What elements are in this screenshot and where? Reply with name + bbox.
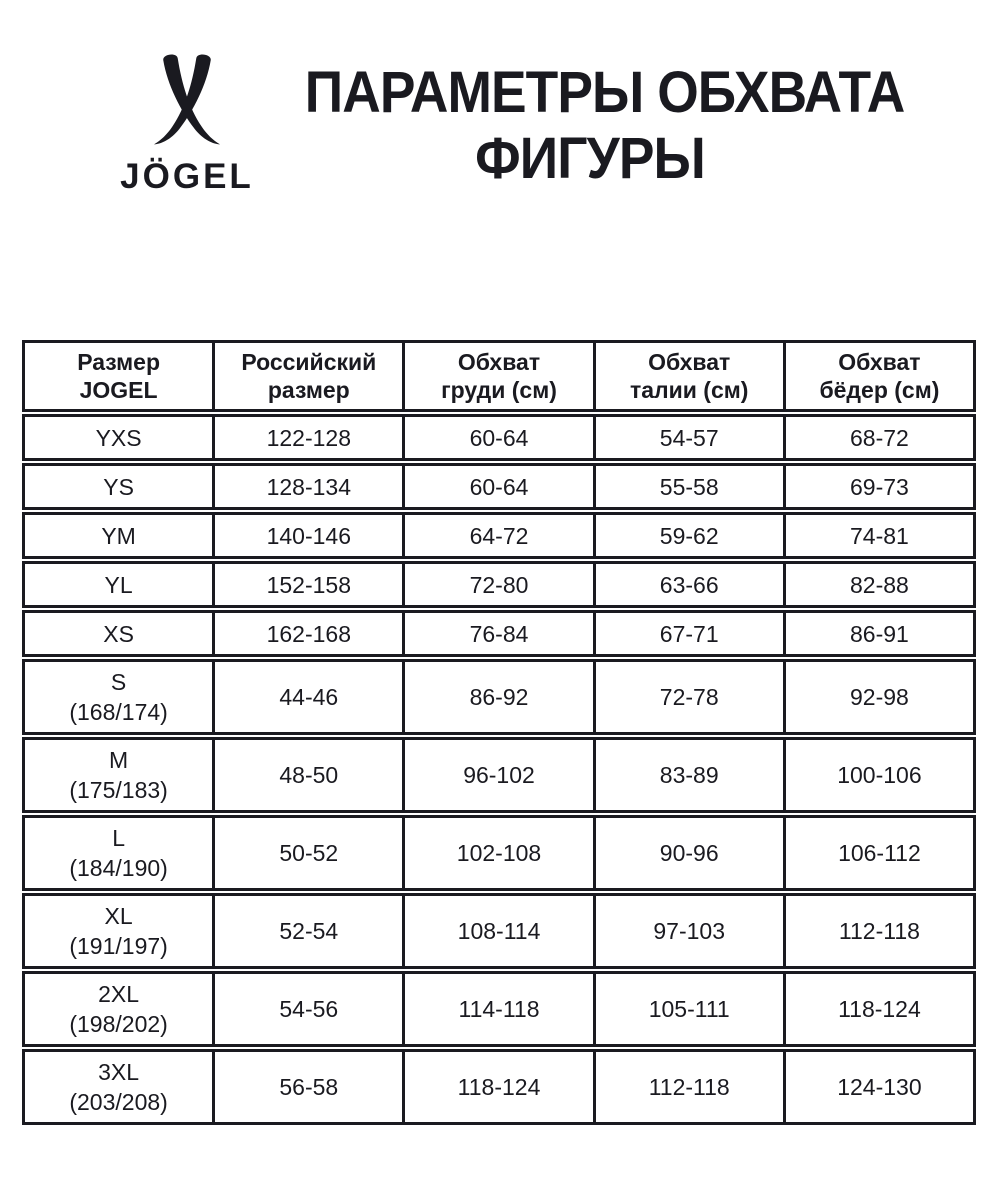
russian_size-cell [212,896,402,966]
hips-cell-text: 68-72 [850,424,909,451]
table-row-3xl [22,1049,976,1125]
chest-cell-text: 72-80 [469,571,529,598]
column-header-russian_size-text: Российский [241,349,377,375]
column-header-size-text: JOGEL [79,377,158,403]
size-cell [25,740,212,810]
chest-cell-text: 108-114 [457,918,541,944]
russian_size-cell-text: 56-58 [279,1074,339,1100]
hips-cell-text: 106-112 [838,840,921,866]
russian_size-cell-text: 52-54 [279,918,339,944]
size-cell [25,1052,212,1122]
hips-cell-text: 92-98 [850,684,909,710]
russian_size-cell-text: 128-134 [266,473,352,500]
waist-cell-text: 59-62 [659,522,719,549]
size-cell [25,613,212,654]
waist-cell-text: 54-57 [659,424,719,451]
hips-cell [783,564,973,605]
waist-cell-text: 97-103 [653,918,726,944]
russian_size-cell-text: 44-46 [279,684,339,710]
size-cell-text: XL [104,903,133,929]
waist-cell [593,613,783,654]
table-row-m [22,737,976,813]
hips-cell-text: 82-88 [850,571,909,598]
jogel-logo [112,52,262,197]
chest-cell [402,818,592,888]
size-cell-text: YS [103,473,134,500]
hips-cell-text: 112-118 [838,918,920,944]
russian_size-cell-text: 140-146 [266,522,352,549]
hips-cell [783,466,973,507]
chest-cell-text: 64-72 [469,522,529,549]
hips-cell-text: 86-91 [850,620,909,647]
chest-cell [402,515,592,556]
size-cell-text: L [112,825,125,851]
waist-cell-text: 83-89 [659,762,719,788]
waist-cell-text: 105-111 [648,996,730,1022]
hips-cell [783,818,973,888]
russian_size-cell-text: 162-168 [266,620,352,647]
waist-cell-text: 55-58 [659,473,719,500]
waist-cell [593,515,783,556]
column-header-waist-text: Обхват [648,349,731,375]
size-cell-text: 3XL [98,1059,140,1085]
waist-cell [593,740,783,810]
hips-cell [783,662,973,732]
hips-cell-text: 100-106 [837,762,922,788]
hips-cell [783,613,973,654]
hips-cell [783,417,973,458]
size-cell-text: S [110,669,127,695]
column-header-chest [402,343,592,409]
hips-cell [783,515,973,556]
column-header-hips-text: Обхват [838,349,921,375]
waist-cell [593,662,783,732]
waist-cell-text: 67-71 [659,620,719,647]
size-cell-text: (168/174) [69,699,168,725]
column-header-russian_size-text: размер [267,377,350,403]
waist-cell-text: 72-78 [659,684,719,710]
column-header-size-text: Размер [77,349,161,375]
hips-cell-text: 118-124 [838,996,921,1022]
table-row-s [22,659,976,735]
size-cell [25,417,212,458]
chest-cell-text: 60-64 [469,424,529,451]
hips-cell-text: 69-73 [850,473,909,500]
jogel-v-mark-icon [135,52,239,150]
column-header-hips-text: бёдер (см) [819,377,940,403]
chest-cell-text: 60-64 [469,473,529,500]
chest-cell [402,417,592,458]
size-cell [25,896,212,966]
table-row-ym [22,512,976,559]
russian_size-cell [212,466,402,507]
size-cell-text: 2XL [98,981,140,1007]
waist-cell [593,818,783,888]
chest-cell-text: 118-124 [457,1074,541,1100]
chest-cell [402,564,592,605]
waist-cell-text: 112-118 [648,1074,730,1100]
waist-cell-text: 63-66 [659,571,719,598]
chest-cell [402,613,592,654]
russian_size-cell [212,564,402,605]
russian_size-cell-text: 50-52 [279,840,339,866]
size-cell [25,974,212,1044]
russian_size-cell-text: 152-158 [266,571,352,598]
size-cell-text: (191/197) [69,933,168,959]
chest-cell-text: 102-108 [456,840,542,866]
size-table [22,340,976,1127]
table-row-xs [22,610,976,657]
column-header-russian_size [212,343,402,409]
hips-cell-text: 74-81 [850,522,909,549]
hips-cell-text: 124-130 [837,1074,922,1100]
column-header-size [25,343,212,409]
waist-cell [593,564,783,605]
chest-cell [402,974,592,1044]
jogel-logo-text: JÖGEL [120,157,254,196]
russian_size-cell [212,613,402,654]
table-row-2xl [22,971,976,1047]
hips-cell [783,974,973,1044]
waist-cell [593,974,783,1044]
size-table-header-row [22,340,976,412]
size-cell [25,818,212,888]
russian_size-cell [212,818,402,888]
russian_size-cell [212,515,402,556]
size-cell-text: (175/183) [69,777,168,803]
chest-cell [402,740,592,810]
column-header-waist [593,343,783,409]
chest-cell-text: 96-102 [463,762,535,788]
page-title [304,60,905,192]
page-title-line1: ПАРАМЕТРЫ ОБХВАТА [304,60,905,125]
chest-cell [402,1052,592,1122]
table-row-yl [22,561,976,608]
size-cell-text: (203/208) [69,1089,168,1115]
table-row-ys [22,463,976,510]
russian_size-cell [212,417,402,458]
russian_size-cell-text: 54-56 [279,996,339,1022]
size-cell [25,564,212,605]
chest-cell [402,466,592,507]
waist-cell [593,1052,783,1122]
chest-cell-text: 86-92 [469,684,529,710]
column-header-chest-text: груди (см) [441,377,557,403]
waist-cell [593,896,783,966]
size-cell-text: XS [103,620,134,647]
waist-cell [593,466,783,507]
chest-cell-text: 114-118 [458,996,540,1022]
hips-cell [783,1052,973,1122]
size-cell [25,466,212,507]
hips-cell [783,896,973,966]
size-cell-text: M [109,747,129,773]
table-row-l [22,815,976,891]
chest-cell [402,662,592,732]
russian_size-cell [212,974,402,1044]
size-table-body [22,414,976,1125]
russian_size-cell [212,662,402,732]
russian_size-cell [212,740,402,810]
page-title-line2: ФИГУРЫ [475,126,705,191]
column-header-hips [783,343,973,409]
chest-cell-text: 76-84 [469,620,529,647]
size-cell [25,662,212,732]
column-header-chest-text: Обхват [457,349,541,375]
size-cell-text: YXS [95,424,142,451]
size-cell-text: (198/202) [69,1011,168,1037]
size-cell-text: (184/190) [69,855,168,881]
column-header-waist-text: талии (см) [629,377,749,403]
table-row-xl [22,893,976,969]
size-cell [25,515,212,556]
size-cell-text: YL [104,571,133,598]
hips-cell [783,740,973,810]
russian_size-cell-text: 122-128 [266,424,352,451]
chest-cell [402,896,592,966]
russian_size-cell-text: 48-50 [279,762,339,788]
waist-cell-text: 90-96 [659,840,719,866]
waist-cell [593,417,783,458]
size-cell-text: YM [101,522,136,549]
table-row-yxs [22,414,976,461]
russian_size-cell [212,1052,402,1122]
